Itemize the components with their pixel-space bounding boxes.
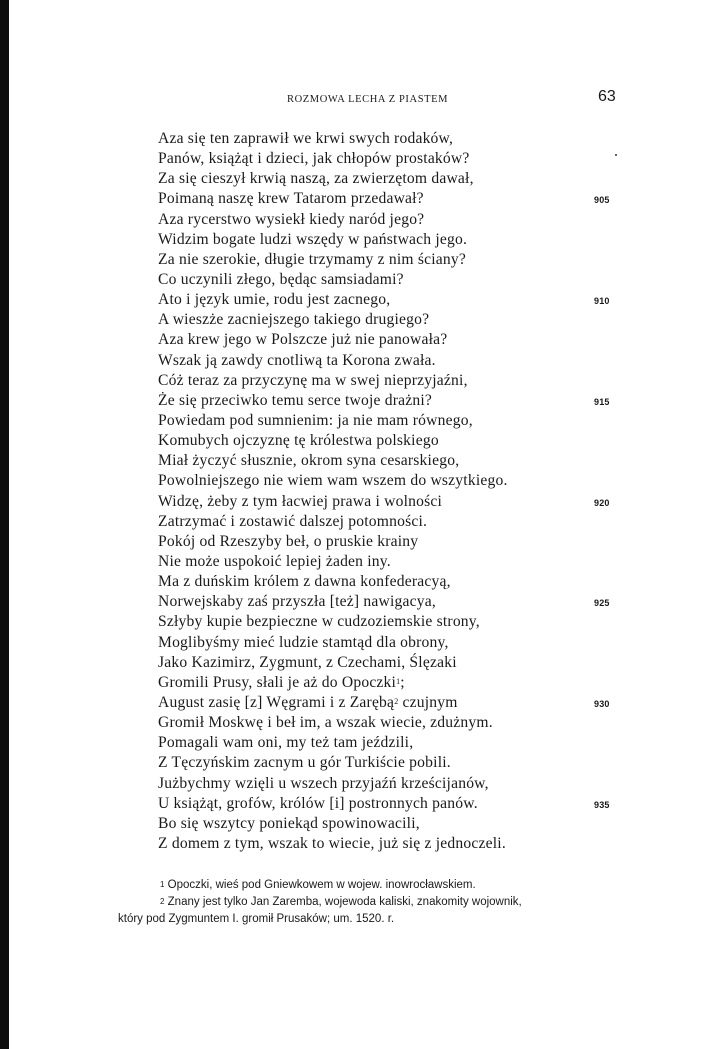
verse-line [158, 351, 578, 371]
verse-line [158, 169, 578, 189]
verse-text: Moglibyśmy mieć ludzie stamtąd dla obrony, [158, 633, 449, 651]
verse-text: Aza krew jego w Polszcze już nie panowała? [158, 331, 448, 349]
verse-line [158, 774, 578, 794]
verse-text: Norwejskaby zaś przyszła [też] nawigacya, [158, 593, 436, 611]
footnote-1: $^1$ Opoczki, wieś pod Gniewkowem w wojew. inowrocławskiem. [160, 879, 476, 891]
verse-text: Ato i język umie, rodu jest zacnego, [158, 291, 391, 309]
footnote-text: Opoczki, wieś pod Gniewkowem w wojew. inowrocławskiem. [167, 879, 476, 891]
verse-text: Panów, książąt i dzieci, jak chłopów prostaków? [158, 150, 470, 168]
verse-line [158, 633, 578, 653]
verse-text: Poimaną naszę krew Tatarom przedawał? [158, 190, 424, 208]
verse-text: Pomagali wam oni, my też tam jeździli, [158, 734, 414, 752]
verse-line [158, 552, 578, 572]
verse-line [158, 753, 578, 773]
verse-line [158, 592, 610, 612]
verse-text: August zasię [z] Węgrami i z Zarębą [158, 693, 395, 711]
verse-text: Szłyby kupie bezpieczne w cudzoziemskie strony, [158, 613, 480, 631]
verse-text: Komubych ojczyznę tę królestwa polskiego [158, 432, 439, 450]
verse-text: Co uczynili złego, będąc samsiadami? [158, 270, 404, 288]
verse-line [158, 230, 578, 250]
verse-line [158, 814, 578, 834]
page-number: 63 [598, 88, 616, 105]
verse-text: Że się przeciwko temu serce twoje drażni? [158, 391, 433, 409]
verse-text: Bo się wszytcy poniekąd spowinowacili, [158, 814, 420, 832]
verse-line [158, 310, 578, 330]
verse-text: U książąt, grofów, królów [i] postronnych panów. [158, 794, 478, 812]
verse-line [158, 471, 578, 491]
verse-line [158, 391, 610, 411]
verse-line [158, 794, 610, 814]
running-title: ROZMOWA LECHA Z PIASTEM [287, 94, 449, 105]
verse-text: Zatrzymać i zostawić dalszej potomności. [158, 512, 428, 530]
line-number: 910 [594, 296, 610, 307]
verse-line [158, 612, 578, 632]
verse-line [158, 270, 578, 290]
verse-text-tail: czujnym [398, 693, 458, 711]
verse-text: Jako Kazimirz, Zygmunt, z Czechami, Ślęzaki [158, 653, 457, 671]
verse-line [158, 512, 578, 532]
verse-text-tail: ; [400, 673, 405, 691]
verse-text: Powolniejszego nie wiem wam wszem do wszytkiego. [158, 472, 508, 490]
verse-line [158, 290, 610, 310]
verse-line [158, 330, 578, 350]
verse-line [158, 371, 578, 391]
binding-shadow [0, 0, 9, 1049]
poem-text [158, 129, 610, 854]
verse-text: Nie może uspokoić lepiej żaden iny. [158, 552, 391, 570]
verse-line [158, 250, 578, 270]
verse-line [158, 492, 610, 512]
verse-line [158, 673, 578, 693]
footnote-text: Znany jest tylko Jan Zaremba, wojewoda kaliski, znakomity wojownik, [167, 896, 522, 908]
verse-line [158, 713, 578, 733]
verse-line [158, 210, 578, 230]
verse-text: Za się cieszył krwią naszą, za zwierzętom dawał, [158, 170, 474, 188]
verse-line [158, 411, 578, 431]
verse-text: Z Tęczyńskim zacnym u gór Turkiście pobili. [158, 754, 451, 772]
verse-text: Za nie szerokie, długie trzymamy z nim ściany? [158, 250, 466, 268]
print-speck [615, 154, 617, 156]
verse-line [158, 149, 578, 169]
footnote-mark: 2 [394, 696, 399, 706]
verse-text: Widzę, żeby z tym łacwiej prawa i wolności [158, 492, 443, 510]
verse-line [158, 431, 578, 451]
line-number: 905 [594, 195, 610, 206]
verse-text: Aza się ten zaprawił we krwi swych rodaków, [158, 130, 454, 147]
verse-text: A wieszże zacniejszego takiego drugiego? [158, 311, 430, 329]
footnote-2: $^2$ Znany jest tylko Jan Zaremba, wojewoda kaliski, znakomity wojownik, [160, 896, 522, 908]
line-number: 920 [594, 497, 610, 508]
verse-text: Gromili Prusy, słali je aż do Opoczki [158, 673, 397, 691]
verse-line [158, 189, 610, 209]
verse-line [158, 451, 578, 471]
verse-text: Ma z duńskim królem z dawna konfederacyą, [158, 573, 451, 591]
verse-text: Powiedam pod sumnienim: ja nie mam równego, [158, 411, 473, 429]
footnote-mark: 1 [396, 676, 401, 686]
verse-text: Miał życzyć słusznie, okrom syna cesarskiego, [158, 452, 460, 470]
verse-line [158, 653, 578, 673]
verse-text: Wszak ją zawdy cnotliwą ta Korona zwała. [158, 351, 436, 369]
verse-text: Jużbychmy wzięli u wszech przyjaźń krześcijanów, [158, 774, 489, 792]
verse-line [158, 834, 578, 854]
line-number: 930 [594, 698, 610, 709]
verse-text: Widzim bogate ludzi wszędy w państwach jego. [158, 230, 468, 248]
footnotes [118, 877, 618, 928]
verse-text: Cóż teraz za przyczynę ma w swej nieprzyjaźni, [158, 371, 468, 389]
verse-line [158, 129, 578, 149]
verse-text: Aza rycerstwo wysiekł kiedy naród jego? [158, 210, 425, 228]
line-number: 915 [594, 396, 610, 407]
verse-text: Pokój od Rzeszyby beł, o pruskie krainy [158, 532, 419, 550]
line-number: 935 [594, 799, 610, 810]
verse-line [158, 733, 578, 753]
verse-line [158, 693, 610, 713]
verse-text: Z domem z tym, wszak to wiecie, już się z jednoczeli. [158, 834, 506, 852]
verse-text: Gromił Moskwę i beł im, a wszak wiecie, zdużnym. [158, 714, 493, 732]
line-number: 925 [594, 598, 610, 609]
verse-line [158, 532, 578, 552]
verse-line [158, 572, 578, 592]
footnote-2-continuation: który pod Zygmuntem I. gromił Prusaków; um. 1520. r. [118, 913, 395, 925]
